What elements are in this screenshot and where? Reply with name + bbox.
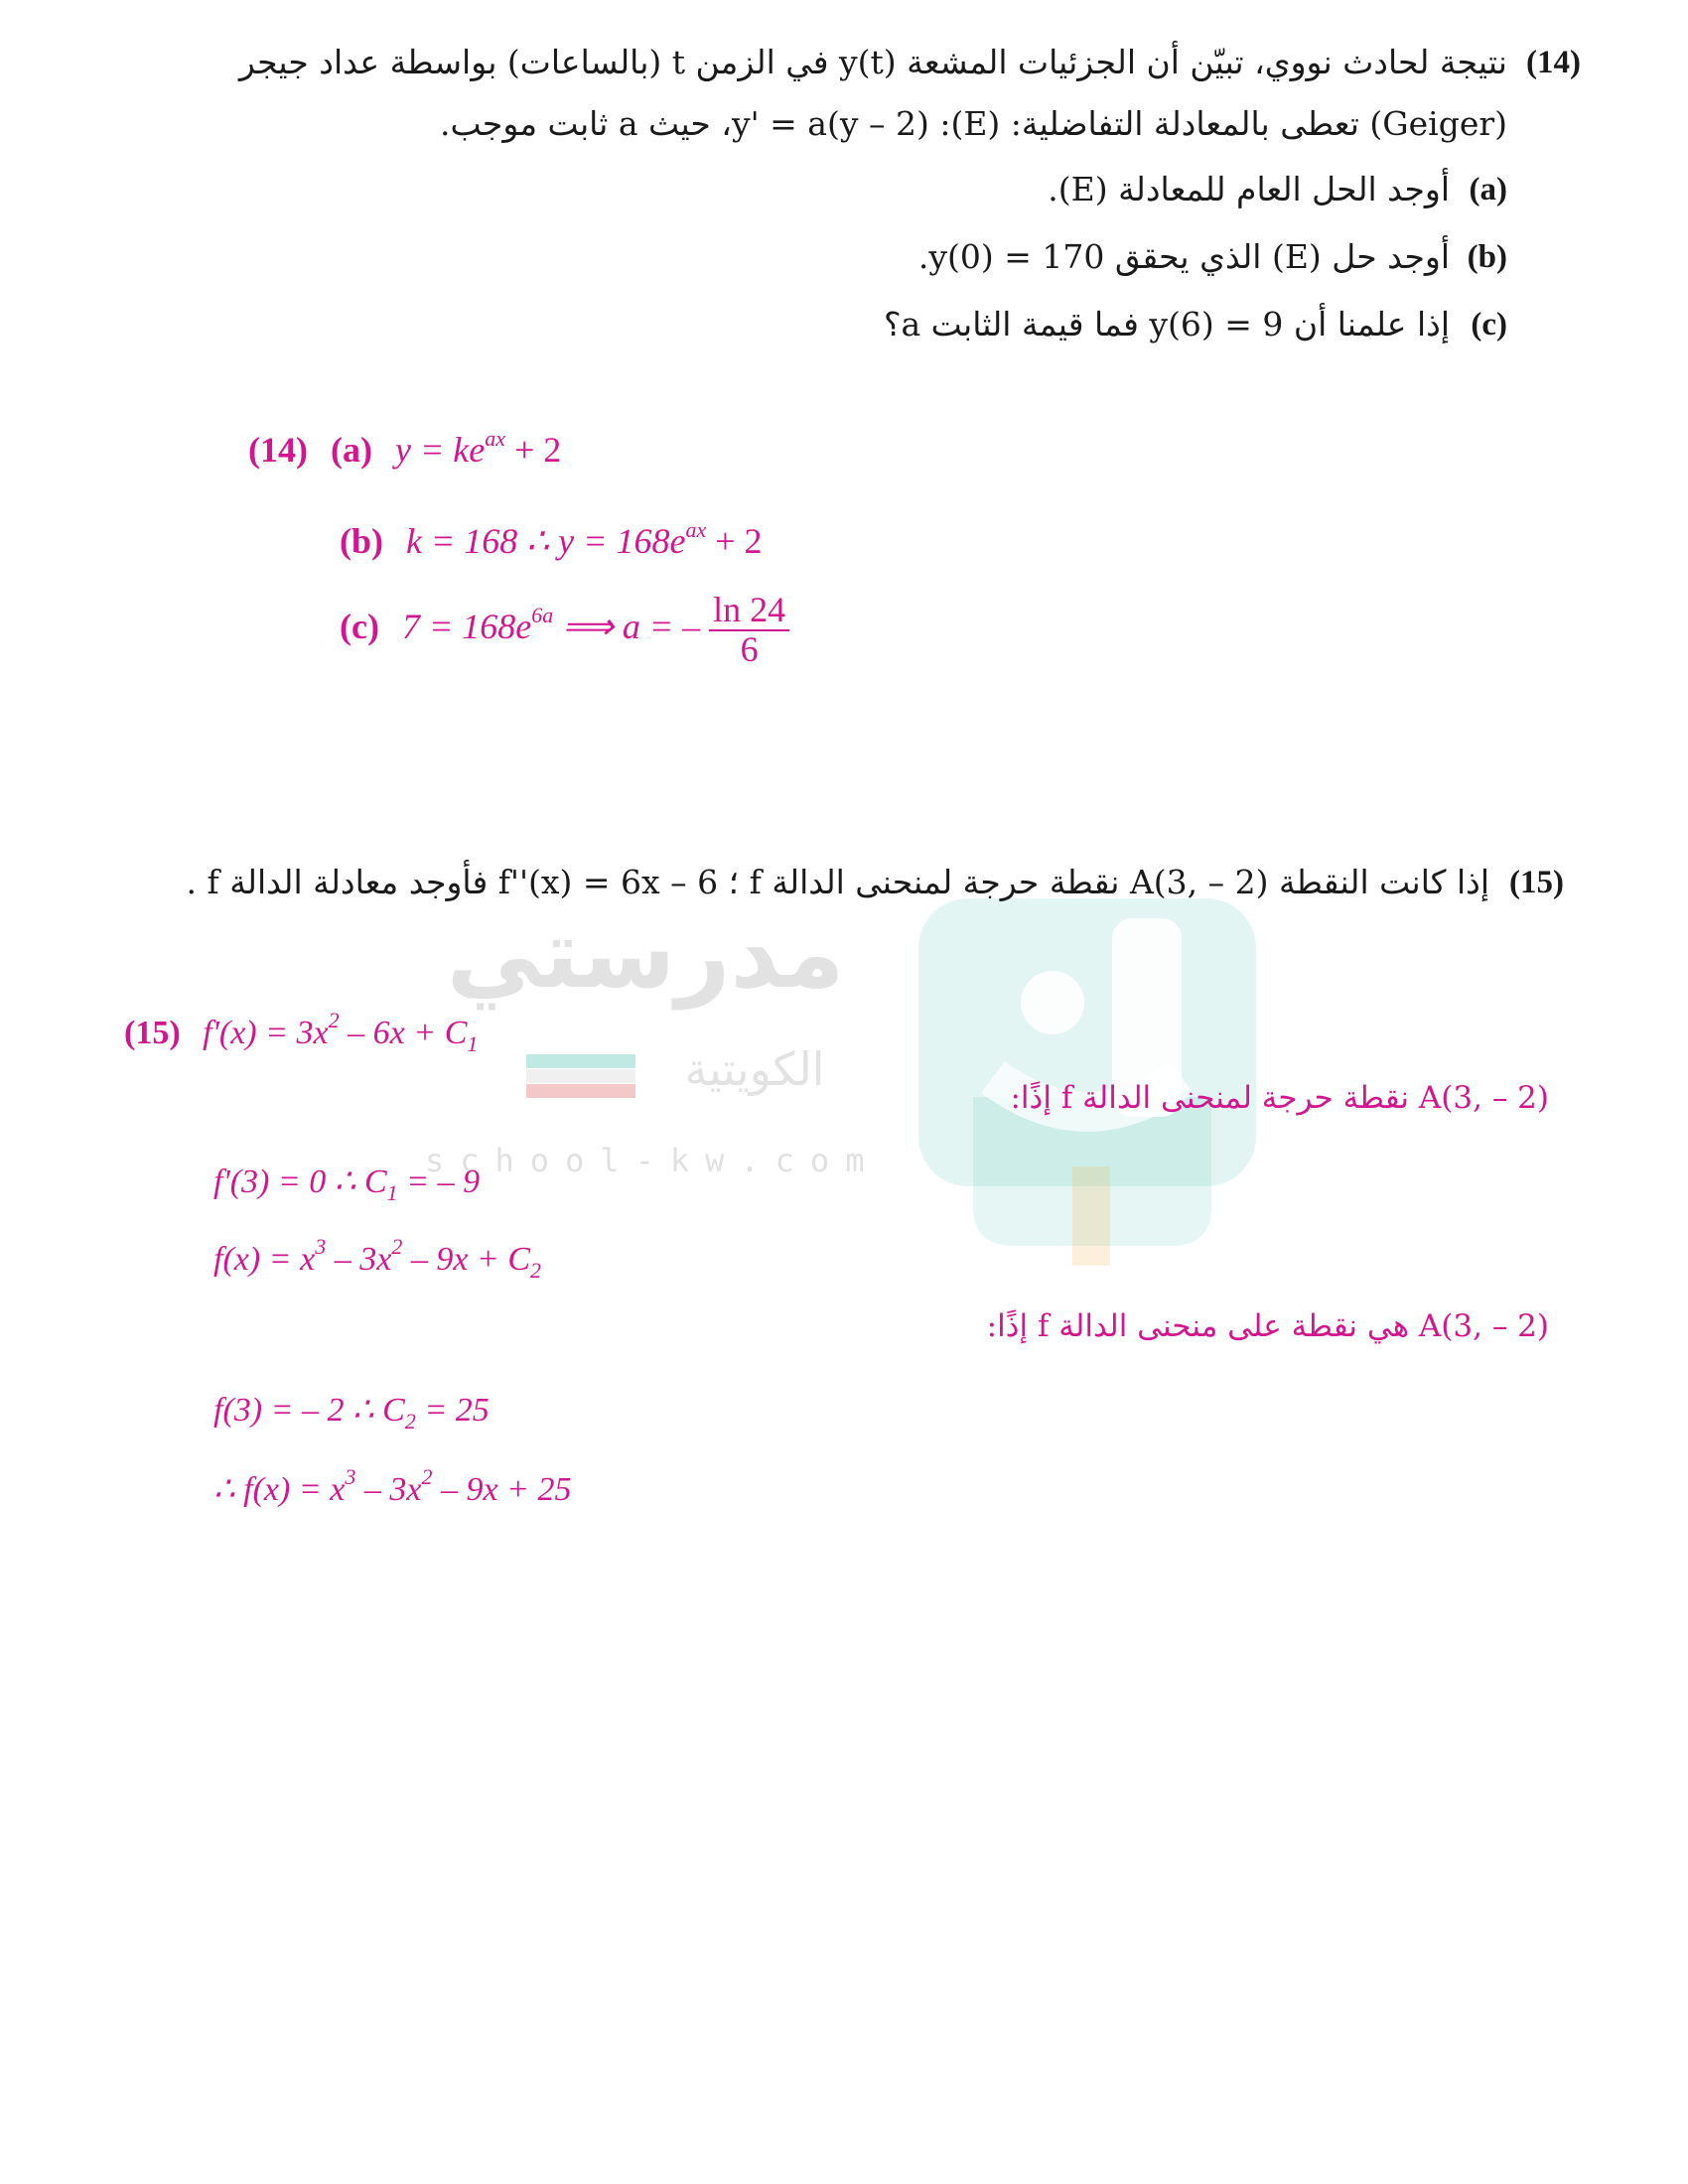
part-label: (b) xyxy=(340,521,383,561)
part-text: إذا علمنا أن y(6) = 9 فما قيمة الثابت a؟ xyxy=(883,305,1450,343)
equation: f'(3) = 0 ∴ $C_1$ = – 9 xyxy=(213,1163,481,1205)
solution-15-line-2 xyxy=(213,1161,481,1205)
problem-14-line-2: (Geiger) تعطى بالمعادلة التفاضلية: (E): y' = a(y – 2)، حيث a ثابت موجب. xyxy=(440,104,1507,143)
fraction xyxy=(709,592,789,669)
part-text: أوجد الحل العام للمعادلة (E). xyxy=(1048,170,1450,208)
fraction-denominator: 6 xyxy=(740,628,759,669)
problem-15-text: إذا كانت النقطة A(3, – 2) نقطة حرجة لمنحنى الدالة f ؛ f''(x) = 6x – 6 فأوجد معادلة الدالة f . xyxy=(186,863,1489,901)
equation: $y = ke^{ax}$ xyxy=(394,426,505,470)
solution-14-b: (b) k = 168 ∴ $y = 168e^{ax} + 2$ xyxy=(340,517,763,561)
equation: f(3) = – 2 ∴ $C_2 = 25$ xyxy=(213,1392,490,1433)
watermark-sub-text: الكويتية xyxy=(684,1042,825,1096)
part-label: (b) xyxy=(1467,239,1507,275)
part-label: (a) xyxy=(1469,172,1507,207)
watermark-domain-text: school-kw.com xyxy=(425,1142,881,1179)
watermark-brand-text: مدرستي xyxy=(446,898,845,1010)
solution-label: (14) xyxy=(248,430,308,470)
part-label: (a) xyxy=(330,430,372,470)
equation: ∴ $f(x) = x^3 - 3x^2 - 9x + 25$ xyxy=(213,1464,572,1508)
watermark-flag-icon xyxy=(526,1054,635,1098)
part-label: (c) xyxy=(1471,307,1507,342)
solution-14-c xyxy=(340,592,789,669)
problem-14-line-1: نتيجة لحادث نووي، تبيّن أن الجزئيات المشعة y(t) في الزمن t (بالساعات) بواسطة عداد جيجر xyxy=(238,43,1507,81)
equation: k = 168 ∴ $y = 168e^{ax}$ xyxy=(406,517,707,561)
problem-14-number: (14) xyxy=(1526,45,1581,80)
part-text: أوجد حل (E) الذي يحقق y(0) = 170. xyxy=(917,237,1450,276)
problem-15-number: (15) xyxy=(1509,865,1564,900)
solution-15-note-1: A(3, – 2) نقطة حرجة لمنحنى الدالة f إذًا: xyxy=(1010,1080,1549,1116)
solution-15-note-2: A(3, – 2) هي نقطة على منحنى الدالة f إذًا: xyxy=(986,1308,1549,1344)
solution-15-line-1 xyxy=(124,1008,479,1056)
solution-15-line-4 xyxy=(213,1390,490,1433)
equation: $f(x) = x^3 - 3x^2 - 9x + C_2$ xyxy=(213,1234,542,1283)
solution-label: (15) xyxy=(124,1015,181,1051)
part-label: (c) xyxy=(340,607,379,647)
solution-15-line-5 xyxy=(213,1464,572,1509)
equation: $7 = 168e^{6a}$ ⟹ a = – xyxy=(401,603,701,647)
solution-14-a: (14) (a) $y = ke^{ax} + 2$ xyxy=(248,426,562,470)
solution-15-line-3 xyxy=(213,1234,542,1283)
fraction-numerator: ln 24 xyxy=(709,592,789,631)
equation: $f'(x) = 3x^2 - 6x + C_1$ xyxy=(203,1008,479,1056)
